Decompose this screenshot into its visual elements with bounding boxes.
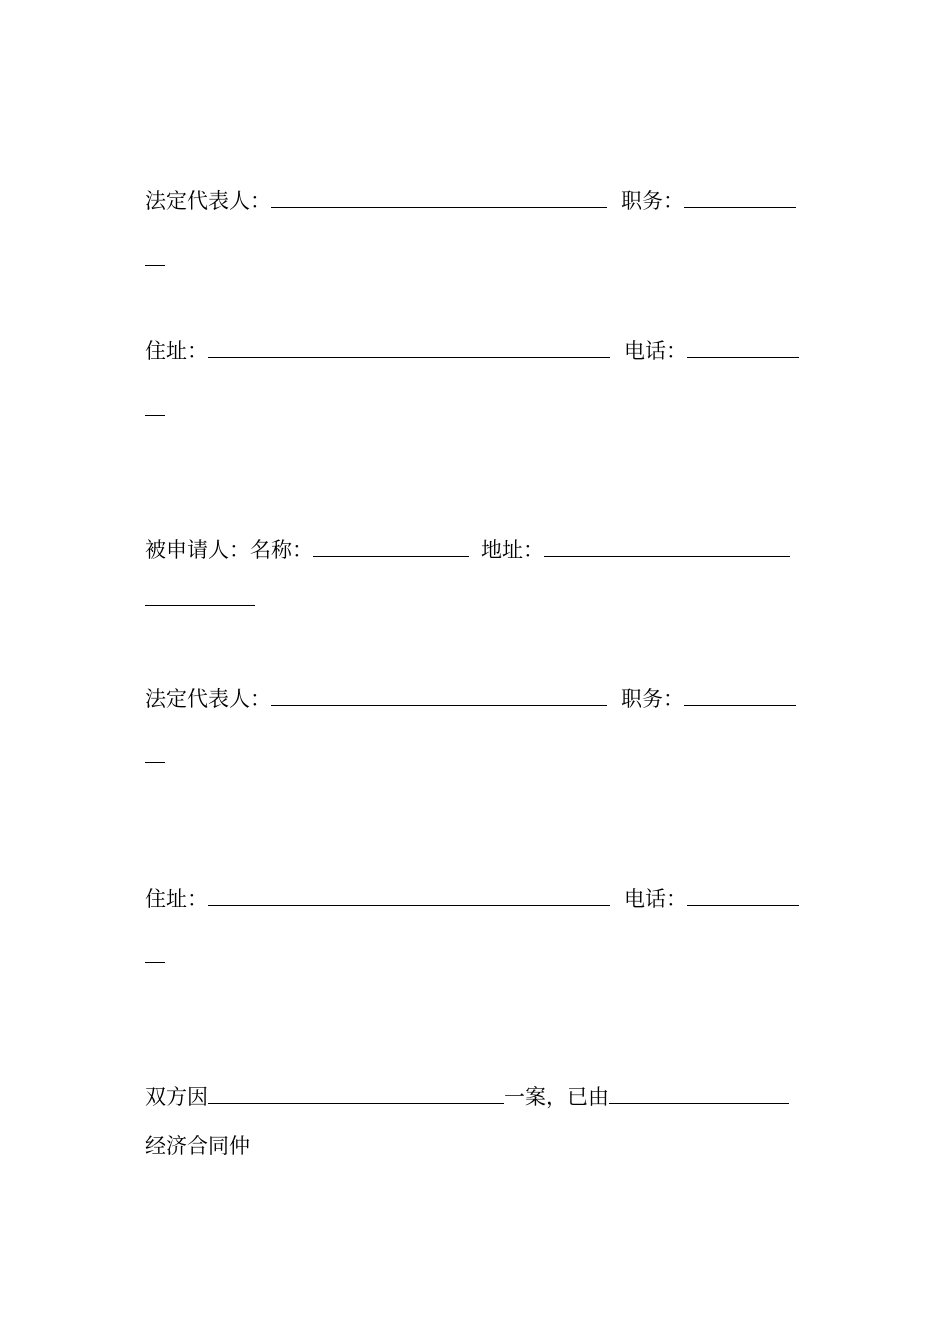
respondent-addr-continuation (145, 943, 165, 969)
title-blank[interactable] (684, 189, 796, 208)
respondent-continuation (145, 586, 255, 612)
phone-blank[interactable] (687, 887, 799, 906)
addr-label: 住址： (145, 887, 208, 911)
title-label: 职务： (621, 687, 684, 711)
applicant-addr-line (145, 338, 799, 364)
respondent-line (145, 537, 790, 563)
title-label: 职务： (621, 189, 684, 213)
phone-label: 电话： (624, 887, 687, 911)
rep-blank[interactable] (271, 189, 607, 208)
applicant-rep-continuation (145, 246, 165, 272)
case-line (145, 1084, 789, 1110)
address-blank[interactable] (544, 538, 790, 557)
case-continuation-text: 经济合同仲 (145, 1134, 250, 1158)
respondent-rep-line (145, 686, 796, 712)
rep-blank[interactable] (271, 687, 607, 706)
phone-blank-continued[interactable] (145, 397, 165, 416)
phone-blank[interactable] (687, 339, 799, 358)
title-blank-continued[interactable] (145, 247, 165, 266)
case-continuation (145, 1133, 250, 1159)
rep-label: 法定代表人： (145, 189, 271, 213)
respondent-rep-continuation (145, 743, 165, 769)
title-blank[interactable] (684, 687, 796, 706)
applicant-rep-line (145, 188, 796, 214)
applicant-addr-continuation (145, 396, 165, 422)
address-blank-continued[interactable] (145, 587, 255, 606)
name-blank[interactable] (313, 538, 469, 557)
phone-label: 电话： (624, 339, 687, 363)
phone-blank-continued[interactable] (145, 944, 165, 963)
case-blank[interactable] (208, 1085, 504, 1104)
arbitration-body-blank[interactable] (609, 1085, 789, 1104)
respondent-addr-line (145, 886, 799, 912)
addr-blank[interactable] (208, 339, 610, 358)
address-label: 地址： (481, 538, 544, 562)
case-prefix: 双方因 (145, 1085, 208, 1109)
rep-label: 法定代表人： (145, 687, 271, 711)
case-middle: 一案，已由 (504, 1085, 609, 1109)
title-blank-continued[interactable] (145, 744, 165, 763)
addr-blank[interactable] (208, 887, 610, 906)
name-label: 名称： (250, 538, 313, 562)
respondent-label: 被申请人： (145, 538, 250, 562)
addr-label: 住址： (145, 339, 208, 363)
